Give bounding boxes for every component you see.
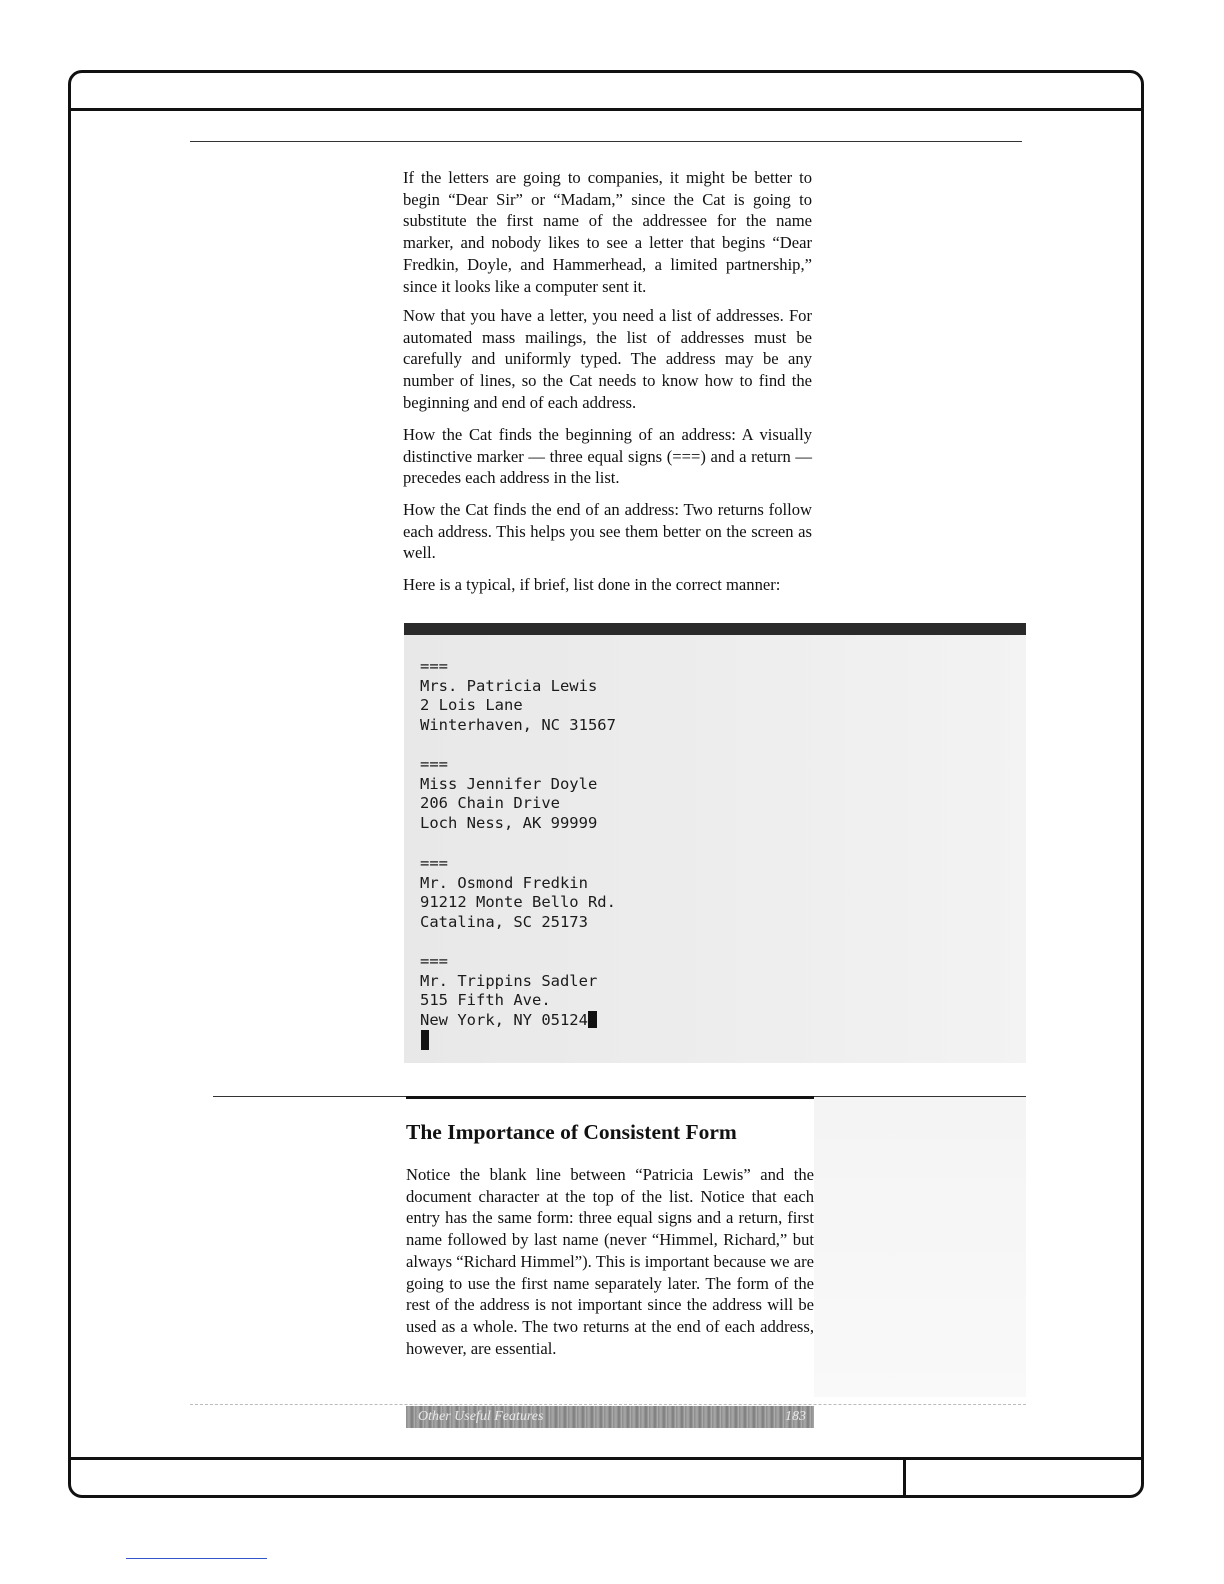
- section-heading: The Importance of Consistent Form: [406, 1120, 737, 1144]
- address-name: Mr. Trippins Sadler: [420, 971, 598, 990]
- header-rule: [70, 108, 1142, 111]
- address-street: 515 Fifth Ave.: [420, 991, 551, 1010]
- address-name: Mr. Osmond Fredkin: [420, 873, 588, 892]
- footer-dashed-rule: [190, 1404, 1026, 1405]
- address-entry: [420, 952, 597, 1030]
- address-entry: [420, 854, 616, 932]
- paragraph-typical-list: Here is a typical, if brief, list done in the correct manner:: [403, 575, 781, 594]
- address-marker: ===: [420, 755, 448, 773]
- top-rule: [190, 141, 1022, 142]
- address-city: Winterhaven, NC 31567: [420, 715, 616, 734]
- text-cursor: [588, 1011, 597, 1028]
- address-name: Mrs. Patricia Lewis: [420, 676, 598, 695]
- paragraph-address-list: Now that you have a letter, you need a list of addresses. For automated mass mailings, the list of addresses must be carefully and uniformly typed. The address may be any number of lines, so the Cat needs to know how to find the beginning and end of each address.: [403, 306, 812, 412]
- footer-page-number: 183: [785, 1409, 806, 1424]
- section-rule-thick: [406, 1096, 814, 1099]
- link-underline[interactable]: [126, 1558, 267, 1559]
- paragraph-beginning: How the Cat finds the beginning of an address: A visually distinctive marker — three equal signs (===) and a return — precedes each address in the list.: [403, 425, 812, 488]
- line-cursor: [421, 1030, 429, 1050]
- address-street: 91212 Monte Bello Rd.: [420, 893, 616, 912]
- screen-title-bar: [404, 623, 1026, 635]
- address-city: Catalina, SC 25173: [420, 912, 588, 931]
- page-footer: [406, 1406, 814, 1428]
- address-marker: ===: [420, 854, 448, 872]
- paragraph-companies: If the letters are going to companies, it might be better to begin “Dear Sir” or “Madam,” since the Cat is going to substitute the first name of the addressee for the name marker, and nobody likes to see a letter that begins “Dear Fredkin, Doyle, and Hammerhead, a limited partnership,” since it looks like a computer sent it.: [403, 168, 812, 296]
- address-street: 2 Lois Lane: [420, 696, 523, 715]
- section-paragraph: Notice the blank line between “Patricia Lewis” and the document character at the top of the list. Notice that each entry has the same form: three equal signs and a return, first name followed by last name (never “Himmel, Richard,” but always “Richard Himmel”). This is important because we are going to use the first name separately later. The form of the rest of the address is not important since the address will be used as a whole. The two returns at the end of each address, however, are essential.: [406, 1165, 814, 1358]
- address-marker: ===: [420, 657, 448, 675]
- footer-rule: [70, 1457, 1142, 1460]
- paragraph-end: How the Cat finds the end of an address: Two returns follow each address. This helps you see them better on the screen as well.: [403, 500, 812, 563]
- address-name: Miss Jennifer Doyle: [420, 774, 598, 793]
- address-entry: [420, 755, 597, 833]
- footer-chapter-title: Other Useful Features: [418, 1409, 544, 1424]
- address-city: New York, NY 05124: [420, 1010, 588, 1029]
- address-marker: ===: [420, 952, 448, 970]
- address-street: 206 Chain Drive: [420, 794, 560, 813]
- address-city-line: [420, 1011, 597, 1031]
- address-city: Loch Ness, AK 99999: [420, 813, 598, 832]
- address-entry: [420, 657, 616, 735]
- footer-divider: [903, 1458, 906, 1496]
- shaded-margin: [814, 1097, 1026, 1397]
